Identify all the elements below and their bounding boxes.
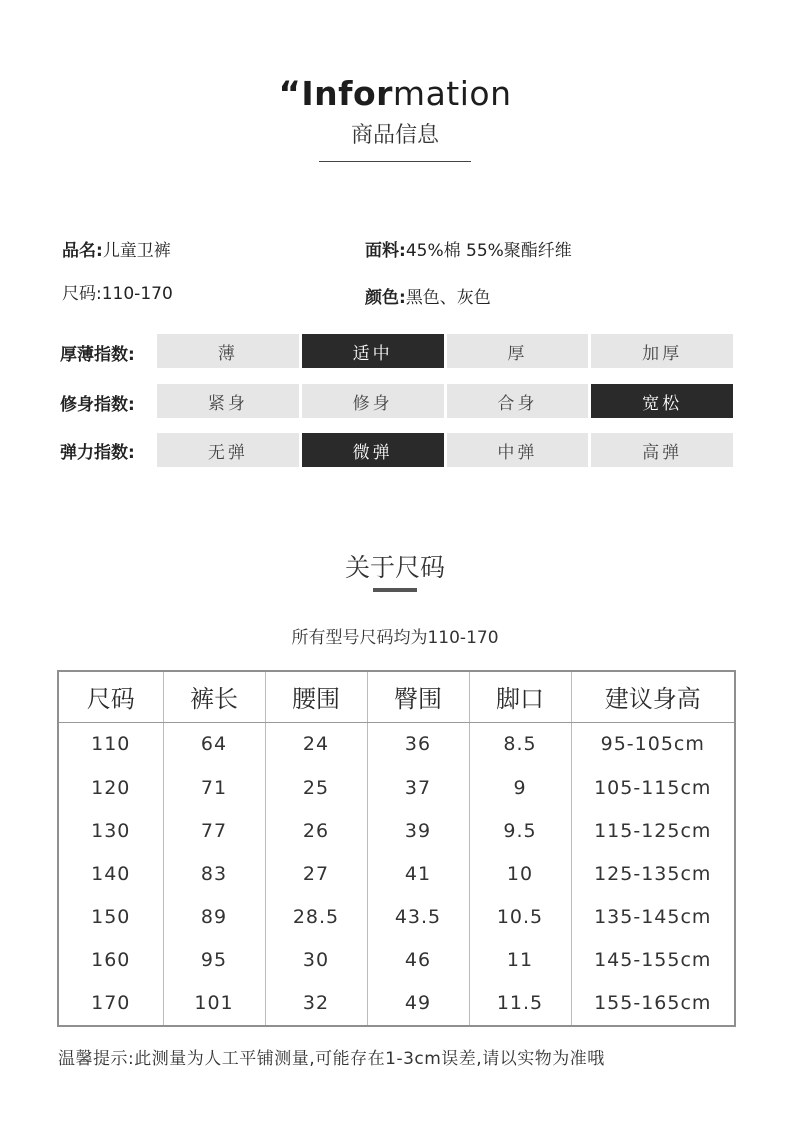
- table-cell: 28.5: [265, 896, 367, 939]
- fit-index-label: 修身指数:: [60, 395, 135, 415]
- table-row: [59, 809, 734, 852]
- table-row: [59, 852, 734, 895]
- table-cell: 64: [163, 722, 265, 766]
- heading-bold-part: Infor: [301, 74, 393, 113]
- color-field: [365, 283, 491, 308]
- column-header-size: 尺码: [59, 672, 163, 722]
- column-header-hem: 脚口: [469, 672, 571, 722]
- elasticity-index-label: 弹力指数:: [60, 443, 135, 463]
- size-value: 110-170: [101, 284, 173, 304]
- column-header-length: 裤长: [163, 672, 265, 722]
- table-cell: 36: [367, 722, 469, 766]
- elasticity-index-row: [157, 433, 733, 467]
- table-cell: 145-155cm: [571, 939, 734, 982]
- material-field: [365, 236, 572, 261]
- table-cell: 77: [163, 809, 265, 852]
- table-cell: 11: [469, 939, 571, 982]
- table-cell: 105-115cm: [571, 766, 734, 809]
- table-row: [59, 939, 734, 982]
- fit-option-regular: 合身: [447, 384, 589, 418]
- color-label: 颜色:: [365, 288, 406, 308]
- table-cell: 155-165cm: [571, 982, 734, 1025]
- thickness-option-medium: 适中: [302, 334, 444, 368]
- size-table: [57, 670, 736, 1027]
- table-cell: 30: [265, 939, 367, 982]
- thickness-option-extra-thick: 加厚: [591, 334, 733, 368]
- heading-rest-part: mation: [392, 74, 512, 113]
- elasticity-option-high: 高弹: [591, 433, 733, 467]
- table-cell: 25: [265, 766, 367, 809]
- table-cell: 95-105cm: [571, 722, 734, 766]
- table-cell: 32: [265, 982, 367, 1025]
- table-cell: 160: [91, 949, 131, 972]
- table-cell: 8.5: [469, 722, 571, 766]
- table-cell: 43.5: [367, 896, 469, 939]
- thickness-index-label: 厚薄指数:: [60, 345, 135, 365]
- table-cell: 135-145cm: [571, 896, 734, 939]
- elasticity-option-medium: 中弹: [447, 433, 589, 467]
- thickness-index-row: [157, 334, 733, 368]
- material-value: 45%棉 55%聚酯纤维: [405, 241, 572, 261]
- table-cell: 110: [91, 733, 131, 756]
- table-cell: 150: [91, 906, 131, 929]
- table-cell: 101: [163, 982, 265, 1025]
- heading-divider: [319, 161, 471, 162]
- table-row: [59, 766, 734, 809]
- table-row: [59, 722, 734, 766]
- thickness-option-thick: 厚: [447, 334, 589, 368]
- table-cell: 83: [163, 852, 265, 895]
- column-header-hip: 臀围: [367, 672, 469, 722]
- table-cell: 95: [163, 939, 265, 982]
- measurement-note: 温馨提示:此测量为人工平铺测量,可能存在1-3cm误差,请以实物为准哦: [58, 1049, 605, 1069]
- table-cell: 41: [367, 852, 469, 895]
- elasticity-option-slight: 微弹: [302, 433, 444, 467]
- size-section-title: 关于尺码: [344, 553, 445, 582]
- table-cell: 10.5: [469, 896, 571, 939]
- table-row: [59, 982, 734, 1025]
- product-info-subtitle: 商品信息: [350, 123, 439, 148]
- elasticity-option-none: 无弹: [157, 433, 299, 467]
- table-cell: 140: [91, 862, 131, 885]
- table-cell: 37: [367, 766, 469, 809]
- product-name-field: [62, 236, 171, 261]
- size-section-divider: [373, 588, 417, 592]
- table-row: [59, 896, 734, 939]
- quote-mark: “: [278, 74, 302, 114]
- fit-option-tight: 紧身: [157, 384, 299, 418]
- fit-option-slim: 修身: [302, 384, 444, 418]
- column-header-waist: 腰围: [265, 672, 367, 722]
- fit-option-loose: 宽松: [591, 384, 733, 418]
- size-label: 尺码:: [62, 284, 102, 304]
- table-cell: 10: [469, 852, 571, 895]
- table-cell: 9.5: [469, 809, 571, 852]
- table-cell: 71: [163, 766, 265, 809]
- thickness-option-thin: 薄: [157, 334, 299, 368]
- table-cell: 115-125cm: [571, 809, 734, 852]
- color-value: 黑色、灰色: [405, 288, 491, 308]
- size-field: [62, 279, 173, 304]
- table-cell: 39: [367, 809, 469, 852]
- table-cell: 120: [91, 776, 131, 799]
- table-cell: 49: [367, 982, 469, 1025]
- fit-index-row: [157, 384, 733, 418]
- table-cell: 46: [367, 939, 469, 982]
- column-header-height: 建议身高: [571, 672, 734, 722]
- table-cell: 26: [265, 809, 367, 852]
- size-section-description: 所有型号尺码均为110-170: [291, 628, 499, 648]
- table-cell: 11.5: [469, 982, 571, 1025]
- table-cell: 89: [163, 896, 265, 939]
- table-cell: 170: [91, 992, 131, 1015]
- product-name-value: 儿童卫裤: [102, 241, 171, 261]
- table-cell: 9: [469, 766, 571, 809]
- material-label: 面料:: [365, 241, 406, 261]
- information-heading: [0, 74, 790, 114]
- table-cell: 125-135cm: [571, 852, 734, 895]
- table-cell: 130: [91, 819, 131, 842]
- table-cell: 24: [265, 722, 367, 766]
- size-table-header-row: [59, 672, 734, 722]
- table-cell: 27: [265, 852, 367, 895]
- product-name-label: 品名:: [62, 241, 103, 261]
